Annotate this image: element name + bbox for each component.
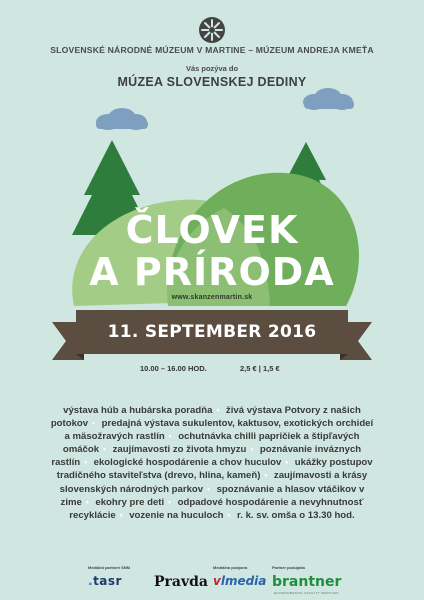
bullet-icon: • bbox=[85, 497, 89, 507]
bullet-icon: • bbox=[103, 445, 106, 455]
list-item: ekohry pre deti bbox=[95, 496, 165, 508]
event-partner-caption: Partner podujatia bbox=[272, 565, 305, 570]
bullet-icon: • bbox=[264, 471, 268, 481]
list-item: ochutnávka chilli papričiek a štipľavých omáčok bbox=[62, 431, 360, 456]
museum-name: MÚZEA SLOVENSKEJ DEDINY bbox=[117, 75, 307, 89]
bullet-icon: • bbox=[285, 458, 289, 468]
bullet-icon: • bbox=[207, 484, 210, 494]
cloud-icon bbox=[96, 108, 148, 130]
invite-text: Vás pozýva do bbox=[185, 64, 239, 73]
bullet-icon: • bbox=[119, 510, 123, 520]
bullet-icon: • bbox=[168, 497, 171, 507]
list-item: živá výstava Potvory z našich potokov bbox=[50, 405, 361, 430]
tasr-logo: .tasr bbox=[88, 574, 122, 588]
media-partners-caption: Mediálni partneri SNM bbox=[88, 565, 131, 570]
bullet-icon: • bbox=[168, 432, 172, 442]
organization-name: SLOVENSKÉ NÁRODNÉ MÚZEUM V MARTINE – MÚZEUM ANDREJA KMEŤA bbox=[50, 45, 374, 55]
vlmedia-logo: vlmedia bbox=[213, 574, 267, 588]
list-item: zaujímavosti a krásy slovenských národných parkov bbox=[59, 470, 368, 495]
list-item: predajná výstava sukulentov, kaktusov, exotických orchideí a mäsožravých rastlín bbox=[64, 418, 374, 443]
bullet-icon: • bbox=[216, 406, 220, 415]
pravda-logo: Pravda bbox=[154, 574, 208, 590]
event-hours: 10.00 – 16.00 HOD. bbox=[140, 364, 207, 373]
list-item: ekologické hospodárenie a chov huculov bbox=[93, 457, 282, 469]
bullet-icon: • bbox=[227, 510, 231, 520]
brantner-logo: brantner bbox=[272, 574, 342, 590]
list-item: zaujímavosti zo života hmyzu bbox=[112, 444, 247, 456]
list-item: spoznávanie a hlasov vtáčikov v zime bbox=[60, 483, 365, 508]
bullet-icon: • bbox=[250, 445, 254, 455]
event-price: 2,5 € | 1,5 € bbox=[240, 364, 280, 373]
bullet-icon: • bbox=[84, 458, 87, 468]
cloud-icon bbox=[303, 88, 354, 110]
activities-list bbox=[48, 404, 376, 522]
list-item: r. k. sv. omša o 13.30 hod. bbox=[237, 509, 355, 521]
event-date: 11. SEPTEMBER 2016 bbox=[107, 322, 317, 342]
event-title-line2: A PRÍRODA bbox=[89, 250, 335, 294]
media-support-caption: Mediálna podpora bbox=[213, 565, 248, 570]
list-item: vozenie na huculoch bbox=[129, 509, 224, 521]
list-item: ukážky postupov tradičného staviteľstva (drevo, hlina, kameň) bbox=[56, 457, 373, 482]
list-item: odpadové hospodárenie a nevyhnutnosť recyklácie bbox=[69, 496, 364, 521]
bullet-icon: • bbox=[92, 419, 95, 429]
website-link[interactable]: www.skanzenmartin.sk bbox=[171, 294, 253, 301]
brantner-tagline: ENVIRONMENTAL FACILITY SERVICES bbox=[274, 591, 339, 595]
list-item: výstava húb a hubárska poradňa bbox=[63, 405, 213, 416]
list-item: poznávanie inváznych rastlín bbox=[51, 444, 362, 469]
event-title-line1: ČLOVEK bbox=[125, 208, 299, 252]
